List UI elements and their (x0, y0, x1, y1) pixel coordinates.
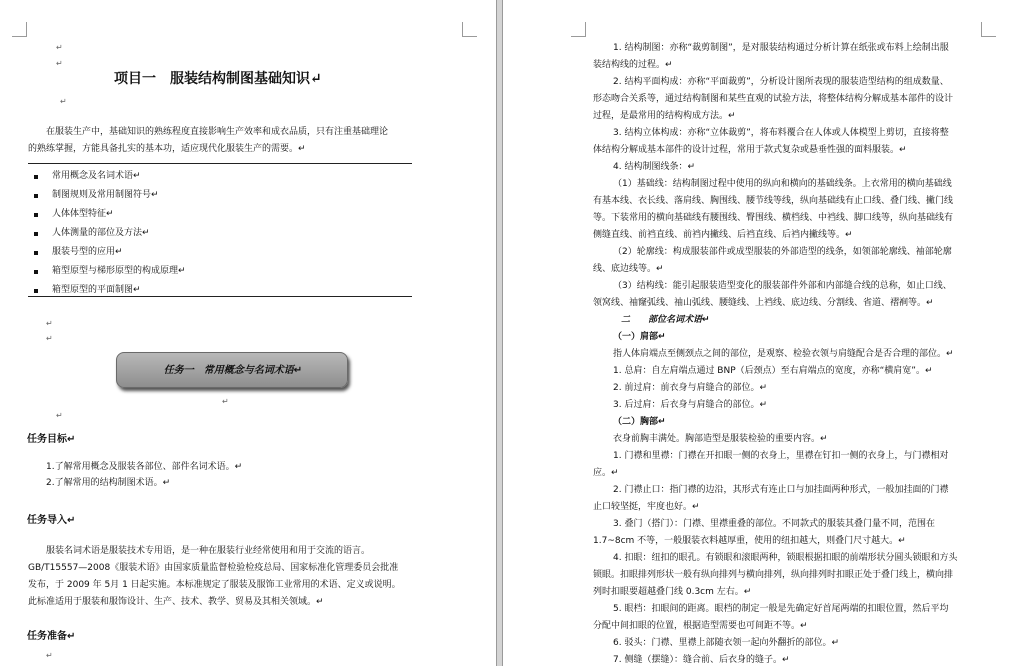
bullet-icon (34, 232, 38, 236)
body-line: 等。下装常用的横向基础线有腰围线、臀围线、横档线、中裆线、脚口线等，纵向基础线有 (593, 213, 954, 223)
subsection-heading: （二）胸部↵ (613, 417, 666, 427)
section-heading-task-goal: 任务目标↵ (27, 434, 76, 445)
paragraph-mark: ↵ (56, 43, 63, 52)
paragraph-mark: ↵ (56, 59, 63, 68)
task-banner-text: 任务一 常用概念与名词术语↵ (163, 365, 303, 376)
body-line: 4. 扣眼：纽扣的眼孔。有锁眼和滚眼两种，锁眼根据扣眼的前端形状分圆头锁眼和方头 (613, 553, 958, 563)
section-heading: 二 部位名词术语↵ (621, 315, 710, 325)
body-line: 2. 前过肩：前衣身与肩缝合的部位。↵ (613, 383, 767, 393)
bullet-item: 常用概念及名词术语↵ (52, 171, 141, 181)
body-line: 侧缝直线、前裆直线、前裆内撇线、后裆直线、后裆内撇线等。↵ (593, 230, 853, 240)
divider-bottom (28, 296, 412, 297)
bullet-icon (34, 175, 38, 179)
body-line: 锁眼。扣眼排列形状一般有纵向排列与横向排列，纵向排列时扣眼正处于叠门线上，横向排 (593, 570, 954, 580)
section-heading-task-prep: 任务准备↵ (27, 631, 76, 642)
body-line: 2. 门襟止口：指门襟的边沿，其形式有连止口与加挂面两种形式，一般加挂面的门襟 (613, 485, 949, 495)
task-banner (116, 352, 348, 388)
goal-item: 1.了解常用概念及服装各部位、部件名词术语。↵ (46, 462, 243, 472)
body-line: 分配中间扣眼的位置，根据造型需要也可间距不等。↵ (593, 621, 808, 631)
divider-top (28, 163, 412, 164)
body-line: 应。↵ (593, 468, 619, 478)
goal-item: 2.了解常用的结构制图术语。↵ (46, 478, 171, 488)
body-line: 装结构线的过程。↵ (593, 60, 673, 70)
crop-mark-top-left (571, 22, 586, 37)
body-line: 6. 驳头：门襟、里襟上部随衣领一起向外翻折的部位。↵ (613, 638, 839, 648)
page-gap (496, 0, 503, 666)
body-line: （3）结构线：能引起服装造型变化的服装部件外部和内部缝合线的总称，如止口线、 (613, 281, 952, 291)
document-page-right (503, 0, 1021, 666)
body-line: （2）轮廓线：构成服装部件或成型服装的外部造型的线条，如领部轮廓线、袖部轮廓 (613, 247, 952, 257)
body-line: 止口较坚挺，牢度也好。↵ (593, 502, 700, 512)
bullet-item: 箱型原型的平面制图↵ (52, 285, 141, 295)
body-line: 3. 结构立体构成：亦称“立体裁剪”，将布料覆合在人体或人体模型上剪切，直接将整 (613, 128, 949, 138)
body-line: 4. 结构制图线条：↵ (613, 162, 695, 172)
paragraph-mark: ↵ (46, 334, 53, 343)
section-heading-task-intro: 任务导入↵ (27, 515, 76, 526)
body-line: 衣身前胸丰满处。胸部造型是服装检验的重要内容。↵ (613, 434, 828, 444)
project-title: 项目一 服装结构制图基础知识↵ (114, 71, 322, 87)
bullet-icon (34, 270, 38, 274)
intro2-line-4: 此标准适用于服装和服饰设计、生产、技术、教学、贸易及其相关领域。↵ (28, 597, 324, 607)
bullet-item: 人体测量的部位及方法↵ (52, 228, 150, 238)
body-line: 指人体肩端点至侧颈点之间的部位，是观察、检验衣领与肩缝配合是否合理的部位。↵ (613, 349, 954, 359)
paragraph-mark: ↵ (46, 651, 53, 660)
bullet-item: 人体体型特征↵ (52, 209, 114, 219)
bullet-item: 服装号型的应用↵ (52, 247, 123, 257)
crop-mark-top-left (12, 22, 27, 37)
body-line: 有基本线、衣长线、落肩线、胸围线、腰节线等线，纵向基础线有止口线、叠门线、撇门线 (593, 196, 954, 206)
subsection-heading: （一）肩部↵ (613, 332, 666, 342)
body-line: 形态吻合关系等，通过结构制图和某些直观的试验方法，将整体结构分解成基本部件的设计 (593, 94, 954, 104)
body-line: 线、底边线等。↵ (593, 264, 664, 274)
body-line: 列时扣眼要超越叠门线 0.3cm 左右。↵ (593, 587, 752, 597)
body-line: （1）基础线：结构制图过程中使用的纵向和横向的基础线条。上衣常用的横向基础线 (613, 179, 952, 189)
crop-mark-top-right (981, 22, 996, 37)
intro2-line-2: GB/T15557—2008《服装术语》由国家质量监督检验检疫总局、国家标准化管理委员会批准 (28, 563, 399, 573)
paragraph-mark: ↵ (56, 411, 63, 420)
body-line: 5. 眼档：扣眼间的距离。眼档的制定一般是先确定好首尾两端的扣眼位置，然后平均 (613, 604, 949, 614)
paragraph-mark: ↵ (46, 319, 53, 328)
body-line: 1. 总肩：自左肩端点通过 BNP（后颈点）至右肩端点的宽度，亦称“横肩宽”。↵ (613, 366, 933, 376)
bullet-icon (34, 289, 38, 293)
body-line: 3. 后过肩：后衣身与肩缝合的部位。↵ (613, 400, 767, 410)
bullet-item: 箱型原型与梯形原型的构成原理↵ (52, 266, 186, 276)
paragraph-mark: ↵ (60, 97, 67, 106)
intro-line-1: 在服装生产中，基础知识的熟练程度直接影响生产效率和成衣品质，只有注重基础理论 (46, 127, 389, 137)
body-line: 2. 结构平面构成：亦称“平面裁剪”，分析设计图所表现的服装造型结构的组成数量、 (613, 77, 949, 87)
body-line: 1. 结构制图：亦称“裁剪制图”，是对服装结构通过分析计算在纸张或布料上绘制出服 (613, 43, 949, 53)
body-line: 7. 侧缝（摆缝）：缝合前、后衣身的缝子。↵ (613, 655, 790, 665)
bullet-item: 制图规则及常用制图符号↵ (52, 190, 159, 200)
paragraph-mark: ↵ (222, 397, 229, 406)
document-page-left (0, 0, 496, 666)
intro2-line-3: 发布，于 2009 年 5月 1 日起实施。本标准规定了服装及服饰工业常用的术语、定义或说明。 (28, 580, 401, 590)
body-line: 3. 叠门（搭门）：门襟、里襟重叠的部位。不同款式的服装其叠门量不同，范围在 (613, 519, 935, 529)
body-line: 1. 门襟和里襟：门襟在开扣眼一侧的衣身上，里襟在钉扣一侧的衣身上，与门襟相对 (613, 451, 949, 461)
body-line: 体结构分解成基本部件的设计过程，常用于款式复杂或悬垂性强的面料服装。↵ (593, 145, 907, 155)
bullet-icon (34, 213, 38, 217)
crop-mark-top-right (462, 22, 477, 37)
body-line: 过程，是最常用的结构构成方法。↵ (593, 111, 736, 121)
bullet-icon (34, 251, 38, 255)
body-line: 领窝线、袖窿弧线、袖山弧线、腰缝线、上裆线、底边线、分割线、省道、褶裥等。↵ (593, 298, 934, 308)
body-line: 1.7~8cm 不等，一般服装衣料越厚重，使用的纽扣越大，则叠门尺寸越大。↵ (593, 536, 906, 546)
intro-line-2: 的熟练掌握，方能具备扎实的基本功，适应现代化服装生产的需要。↵ (28, 144, 306, 154)
bullet-icon (34, 194, 38, 198)
intro2-line-1: 服装名词术语是服装技术专用语，是一种在服装行业经常使用和用于交流的语言。 (46, 546, 371, 556)
